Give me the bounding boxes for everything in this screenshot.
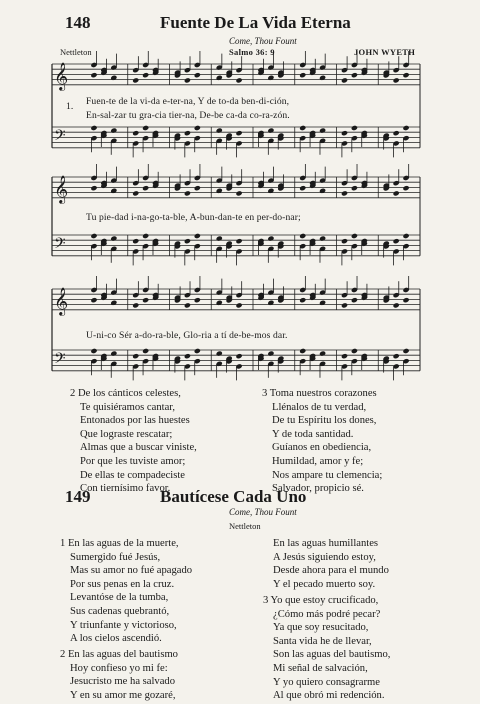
stanza-line: Mas su amor no fué apagado [70, 565, 193, 577]
hymn-148-composer: JOHN WYETH [354, 47, 416, 57]
stanza-line: Guíanos en obediencia, [272, 442, 372, 454]
stanza-line: Hoy confieso yo mi fe: [70, 662, 168, 674]
svg-text:𝄢: 𝄢 [54, 350, 66, 371]
stanza-line: Por que les tuviste amor; [80, 455, 186, 467]
stanza-line: Ya que soy resucitado, [273, 622, 369, 634]
stanza-line: En las aguas humillantes [273, 538, 379, 549]
svg-text:𝄞: 𝄞 [54, 287, 69, 315]
stanza-line: Humildad, amor y fe; [272, 455, 364, 467]
stanza-line: 3 Yo que estoy crucificado, [263, 595, 379, 606]
stanza-line: Llénalos de tu verdad, [272, 401, 367, 413]
svg-text:𝄢: 𝄢 [54, 235, 66, 256]
hymn-149-stanza-3 [263, 594, 390, 703]
lyrics-system1-line2: En-sal-zar tu gra-cia tier-na, De-be ca-da co-ra-zón. [86, 110, 290, 121]
svg-text:𝄞: 𝄞 [54, 62, 69, 90]
hymn-148-subtitle: Come, Thou Fount [229, 36, 297, 46]
stanza-line: Almas que a buscar viniste, [80, 442, 197, 454]
stanza-line: Santa vida he de llevar, [273, 635, 372, 647]
hymn-148-stanza-3 [262, 387, 382, 496]
stanza-line: Y en su amor me gozaré, [70, 689, 176, 701]
verse-number: 1. [66, 101, 74, 112]
stanza-line: Son las aguas del bautismo, [273, 649, 391, 661]
stanza-line: Sus cadenas quebrantó, [70, 605, 170, 617]
stanza-line: 2 En las aguas del bautismo [60, 649, 178, 660]
stanza-line: Y yo quiero consagrarme [273, 676, 380, 688]
hymn-149-stanza-2 [60, 648, 178, 702]
stanza-line: A los cielos ascendió. [70, 633, 162, 645]
stanza-line: 2 De los cánticos celestes, [70, 388, 181, 399]
stanza-line: 1 En las aguas de la muerte, [60, 538, 179, 549]
stanza-line: Por sus penas en la cruz. [70, 578, 175, 590]
stanza-line: Y triunfante y victorioso, [70, 619, 177, 631]
hymn-149-title: Bautícese Cada Uno [160, 487, 307, 506]
stanza-line: Sumergido fué Jesús, [70, 551, 161, 563]
stanza-line: Salvador, propicio sé. [272, 483, 364, 495]
svg-text:𝄞: 𝄞 [54, 175, 69, 203]
stanza-line: Jesucristo me ha salvado [70, 676, 176, 688]
stanza-line: Y de toda santidad. [272, 428, 354, 440]
svg-text:𝄢: 𝄢 [54, 127, 66, 148]
stanza-line: ¿Cómo más podré pecar? [273, 608, 381, 620]
stanza-line: De tu Espíritu los dones, [272, 415, 377, 427]
hymn-149-number: 149 [65, 487, 91, 506]
stanza-line: Y el pecado muerto soy. [273, 578, 376, 590]
hymn-149-subtitle: Come, Thou Fount [229, 507, 297, 517]
stanza-line: Que lograste rescatar; [80, 428, 173, 440]
stanza-line: Nos ampare tu clemencia; [272, 469, 383, 481]
hymn-148-scripture: Salmo 36: 9 [229, 47, 275, 57]
hymn-149-stanza-1-continued [263, 537, 389, 591]
lyrics-system1-line1: Fuen-te de la vi-da e-ter-na, Y de to-da ben-di-ción, [86, 96, 290, 107]
hymn-148-number: 148 [65, 13, 91, 32]
stanza-line: Entonados por las huestes [80, 415, 190, 427]
stanza-line: Con tiernísimo favor. [80, 483, 171, 495]
stanza-line: Desde ahora para el mundo [273, 565, 389, 577]
stanza-line: Al que obró mi redención. [273, 690, 385, 702]
stanza-line: 3 Toma nuestros corazones [262, 388, 377, 399]
hymn-148-tune-name: Nettleton [60, 47, 92, 57]
stanza-line: Levantóse de la tumba, [70, 592, 169, 604]
hymn-148-stanza-2 [70, 387, 197, 496]
hymn-149-tune-name: Nettleton [229, 521, 261, 531]
hymn-148-title: Fuente De La Vida Eterna [160, 13, 351, 32]
stanza-line: A Jesús siguiendo estoy, [273, 551, 376, 563]
stanza-line: Mi señal de salvación, [273, 662, 368, 674]
stanza-line: Te quisiéramos cantar, [80, 401, 176, 413]
stanza-line: De ellas te compadeciste [80, 469, 186, 481]
lyrics-system2: Tu pie-dad i-na-go-ta-ble, A-bun-dan-te en per-do-nar; [86, 212, 301, 223]
hymn-149-stanza-1 [60, 537, 192, 646]
lyrics-system3: U-ni-co Sér a-do-ra-ble, Glo-ria a tí de-be-mos dar. [86, 330, 288, 341]
